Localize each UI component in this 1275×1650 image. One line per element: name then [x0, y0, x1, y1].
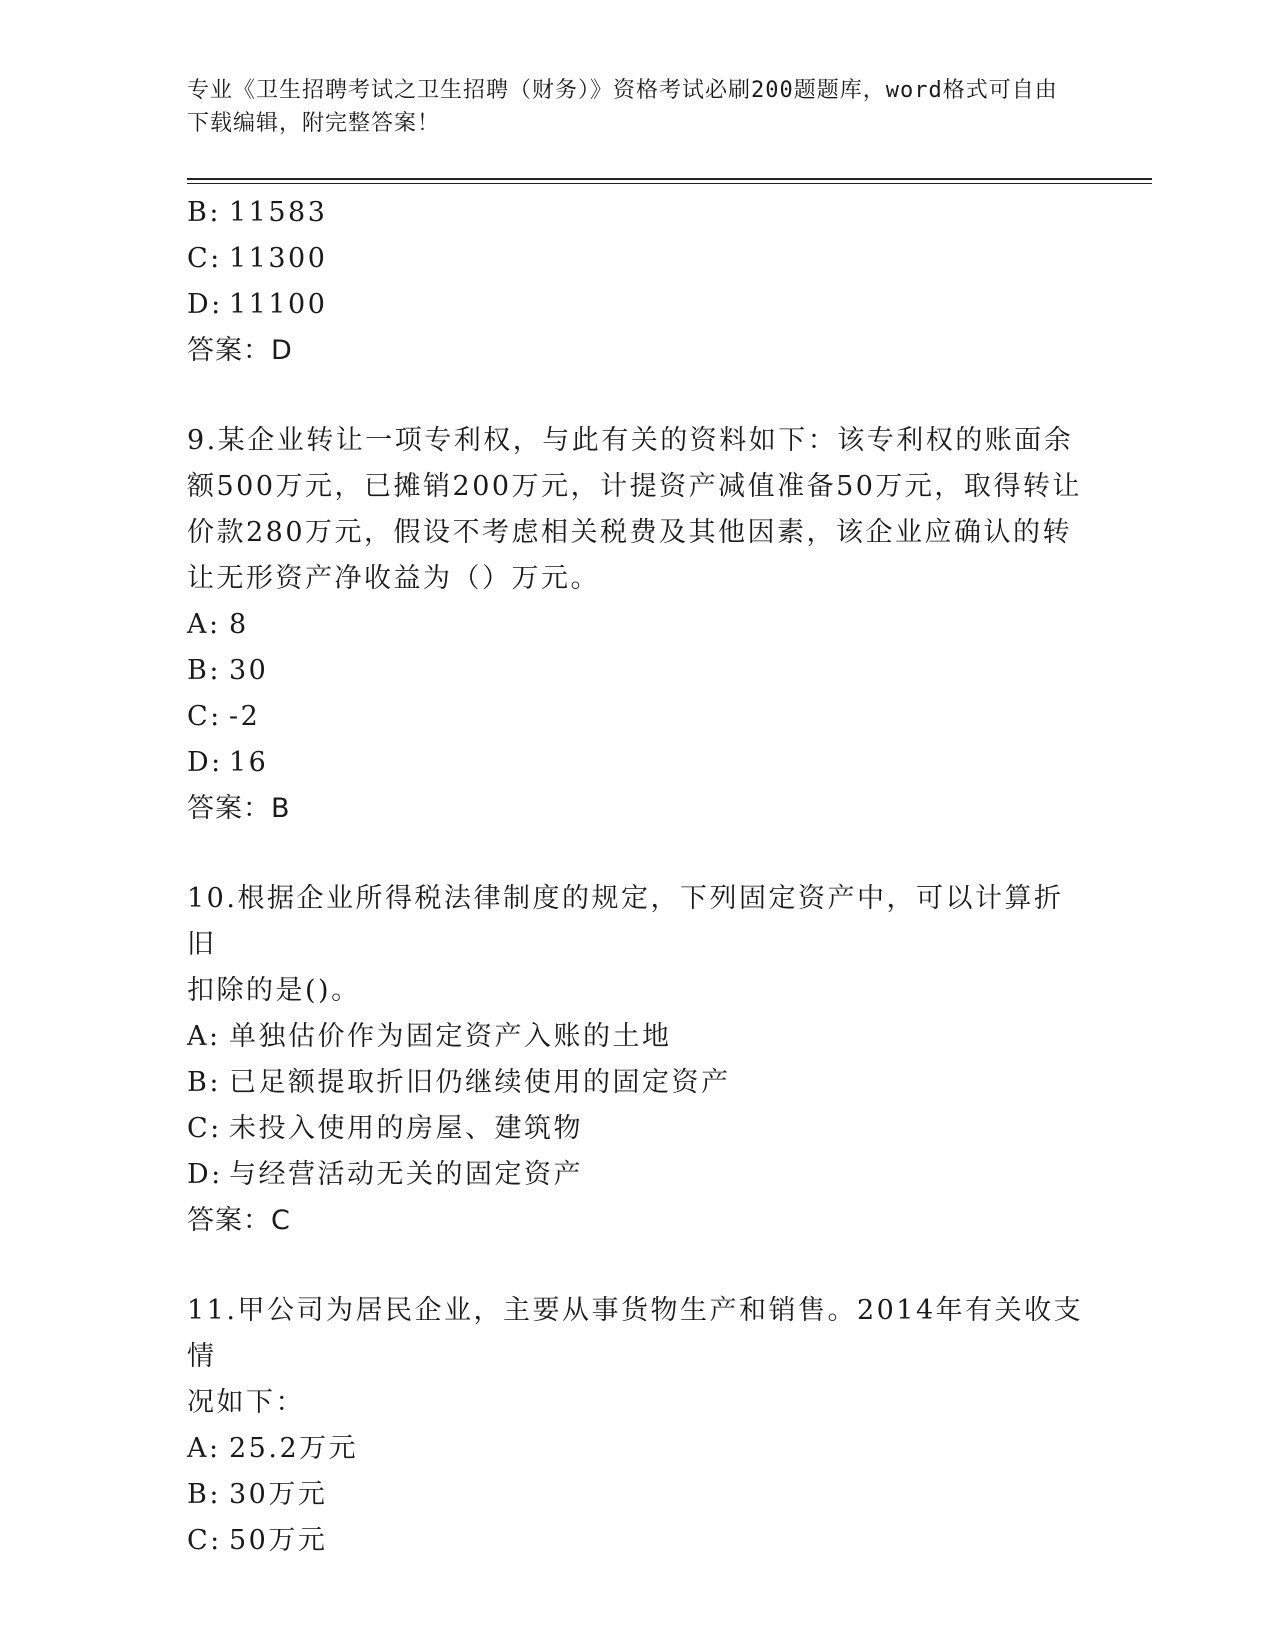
- question-10: [187, 876, 1087, 1244]
- header-divider-thick: [187, 178, 1152, 180]
- question-stem: 11.甲公司为居民企业，主要从事货物生产和销售。2014年有关收支情 况如下：: [187, 1295, 1084, 1418]
- option-a: A: 25.2万元: [187, 1433, 359, 1464]
- option-a: A: 8: [187, 609, 249, 640]
- question-stem: 10.根据企业所得税法律制度的规定，下列固定资产中，可以计算折旧 扣除的是()。: [187, 883, 1064, 1006]
- question-8-continuation: [187, 190, 1087, 374]
- answer-line: 答案：D: [187, 335, 293, 366]
- question-9: [187, 418, 1087, 832]
- option-d: D: 11100: [187, 289, 328, 320]
- document-body: [187, 190, 1087, 1564]
- option-b: B: 30万元: [187, 1479, 328, 1510]
- document-header: 专业《卫生招聘考试之卫生招聘（财务）》资格考试必刷200题题库，word格式可自由下载编辑，附完整答案！: [187, 78, 1058, 136]
- option-b: B: 11583: [187, 197, 328, 228]
- header-divider-thin: [187, 183, 1152, 184]
- answer-line: 答案：B: [187, 793, 291, 824]
- option-a: A: 单独估价作为固定资产入账的土地: [187, 1021, 672, 1052]
- option-c: C: -2: [187, 701, 261, 732]
- question-11: [187, 1288, 1087, 1564]
- option-d: D: 与经营活动无关的固定资产: [187, 1159, 583, 1190]
- answer-line: 答案：C: [187, 1205, 291, 1236]
- option-c: C: 11300: [187, 243, 328, 274]
- option-c: C: 50万元: [187, 1525, 328, 1556]
- option-b: B: 已足额提取折旧仍继续使用的固定资产: [187, 1067, 731, 1098]
- option-c: C: 未投入使用的房屋、建筑物: [187, 1113, 583, 1144]
- option-b: B: 30: [187, 655, 269, 686]
- question-stem: 9.某企业转让一项专利权，与此有关的资料如下：该专利权的账面余 额500万元，已摊销200万元，计提资产减值准备50万元，取得转让 价款280万元，假设不考虑相关税费及其他因素，该企业应确认的转 让无形资产净收益为（）万元。: [187, 425, 1082, 594]
- option-d: D: 16: [187, 747, 269, 778]
